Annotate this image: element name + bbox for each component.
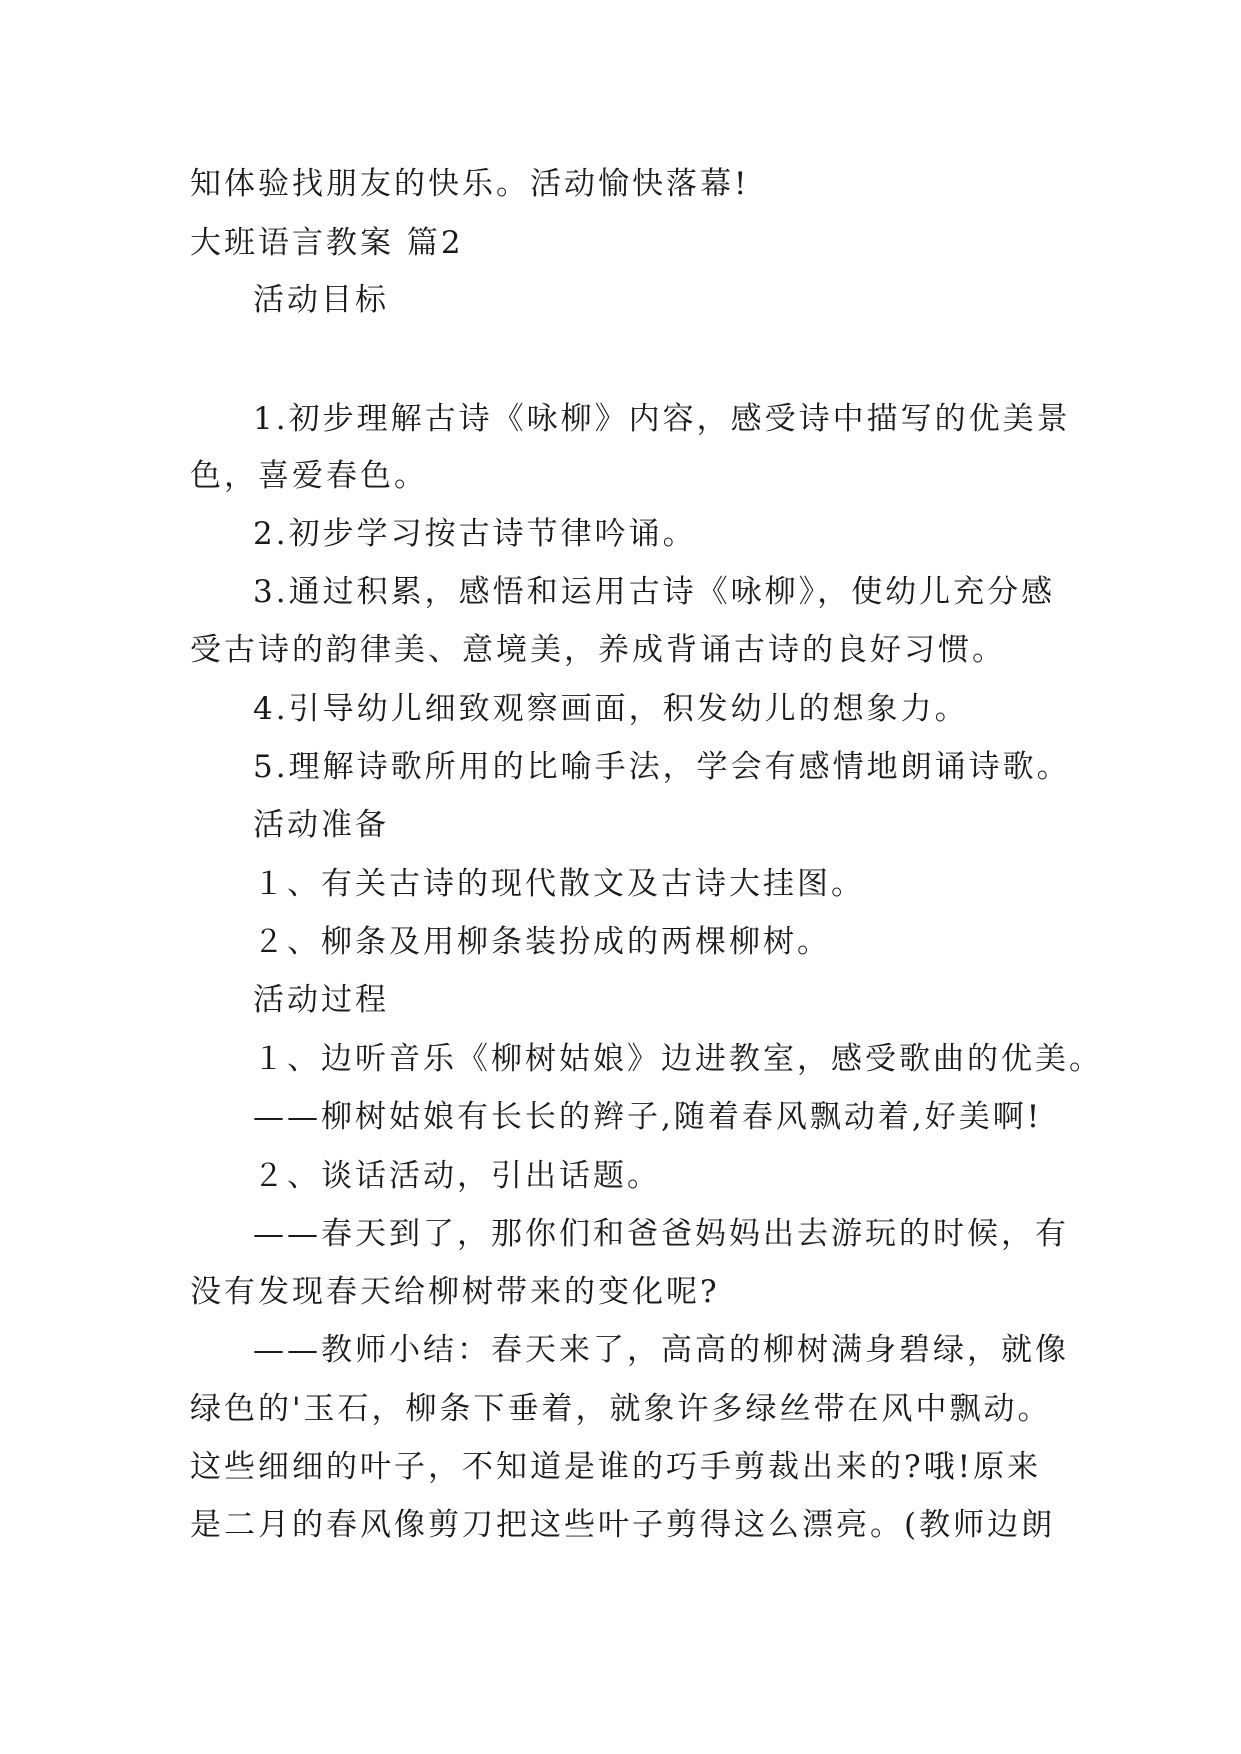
text-line: 绿色的'玉石，柳条下垂着，就象许多绿丝带在风中飘动。 xyxy=(190,1391,1052,1427)
process-item: １、边听音乐《柳树姑娘》边进教室，感受歌曲的优美。 xyxy=(253,1041,1103,1077)
text-line: 知体验找朋友的快乐。活动愉快落幕! xyxy=(190,166,750,202)
section-heading: 大班语言教案 篇2 xyxy=(190,225,464,261)
prep-item: ２、柳条及用柳条装扮成的两棵柳树。 xyxy=(253,924,831,960)
subheading-goals: 活动目标 xyxy=(253,282,389,318)
process-item: ２、谈话活动，引出话题。 xyxy=(253,1158,661,1194)
goal-item: 1.初步理解古诗《咏柳》内容，感受诗中描写的优美景 xyxy=(253,401,1071,437)
goal-item: 2.初步学习按古诗节律吟诵。 xyxy=(253,516,697,552)
subheading-process: 活动过程 xyxy=(253,982,389,1018)
goal-item: 5.理解诗歌所用的比喻手法，学会有感情地朗诵诗歌。 xyxy=(253,749,1071,785)
goal-item: 3.通过积累，感悟和运用古诗《咏柳》，使幼儿充分感 xyxy=(253,574,1056,610)
text-line: 是二月的春风像剪刀把这些叶子剪得这么漂亮。(教师边朗 xyxy=(190,1507,1056,1543)
subheading-preparation: 活动准备 xyxy=(253,807,389,843)
text-line: ——春天到了，那你们和爸爸妈妈出去游玩的时候，有 xyxy=(253,1216,1069,1252)
text-line: 没有发现春天给柳树带来的变化呢? xyxy=(190,1274,720,1310)
text-line: 受古诗的韵律美、意境美，养成背诵古诗的良好习惯。 xyxy=(190,632,1006,668)
goal-item: 4.引导幼儿细致观察画面，积发幼儿的想象力。 xyxy=(253,691,969,727)
text-line: 这些细细的叶子，不知道是谁的巧手剪裁出来的?哦!原来 xyxy=(190,1449,1042,1485)
text-line: ——柳树姑娘有长长的辫子,随着春风飘动着,好美啊! xyxy=(253,1099,1043,1135)
text-line: 色，喜爱春色。 xyxy=(190,458,428,494)
prep-item: １、有关古诗的现代散文及古诗大挂图。 xyxy=(253,866,865,902)
text-line: ——教师小结：春天来了，高高的柳树满身碧绿，就像 xyxy=(253,1332,1069,1368)
